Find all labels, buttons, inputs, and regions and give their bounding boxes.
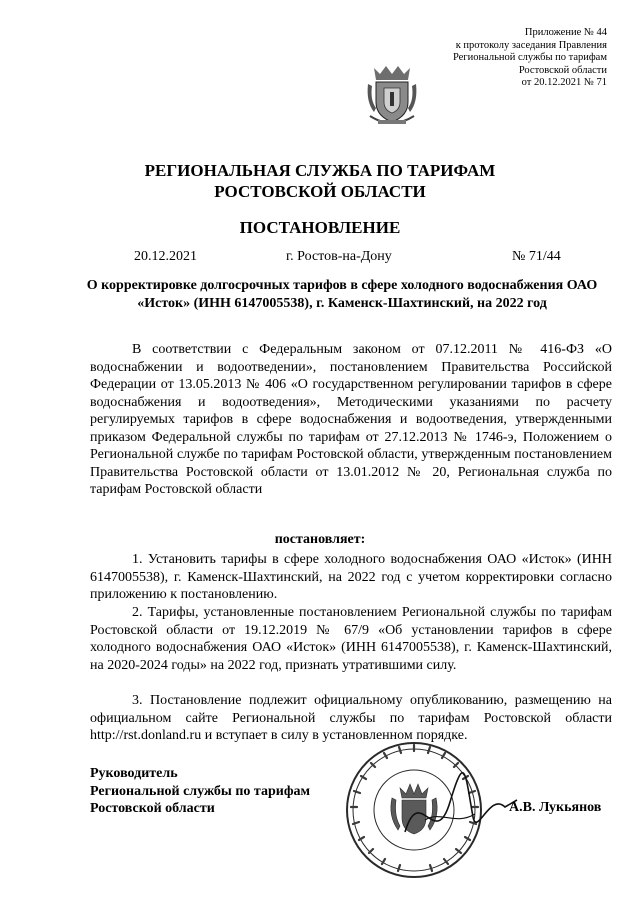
document-city: г. Ростов-на-Дону [286, 249, 392, 264]
organization-name [0, 160, 640, 202]
decree-item: 1. Установить тарифы в сфере холодного водоснабжения ОАО «Исток» (ИНН 6147005538), г. Каменск-Шахтинский, на 2022 год с учетом корректировки согласно приложению к постановлению. [90, 552, 612, 602]
handwritten-signature-icon [395, 762, 525, 862]
document-type: ПОСТАНОВЛЕНИЕ [239, 218, 401, 237]
signatory-title-line: Региональной службы по тарифам [90, 783, 311, 799]
decree-item: 3. Постановление подлежит официальному опубликованию, размещению на официальном сайте Региональной службы по тарифам Ростовской области http://rst.donland.ru и вступает в силу в установленном порядке. [90, 693, 612, 743]
signatory-title-line: Ростовской области [90, 801, 215, 816]
decree-word: постановляет: [274, 532, 366, 547]
appendix-line: от 20.12.2021 № 71 [521, 77, 607, 89]
signatory-title-line: Руководитель [90, 766, 178, 781]
document-date: 20.12.2021 [134, 249, 197, 264]
document-number: № 71/44 [512, 249, 561, 264]
preamble-paragraph: В соответствии с Федеральным законом от 07.12.2011 № 416-ФЗ «О водоснабжении и водоотведении», постановлением Правительства Российской Федерации от 13.05.2013 № 406 «О государственном регулировании тарифов в сфере водоснабжения и водоотведения», Методическими указаниями по расчету регулируемых тарифов в сфере водоснабжения и водоотведения, утвержденными приказом Федеральной службы по тарифам от 27.12.2013 № 1746-э, Положением о Региональной службе по тарифам Ростовской области, утвержденным постановлением Правительства Ростовской области от 13.01.2012 № 20, Региональная служба по тарифам Ростовской области [90, 342, 612, 497]
appendix-line: Приложение № 44 [524, 27, 607, 38]
appendix-note [387, 27, 607, 90]
organization-name-line: РОСТОВСКОЙ ОБЛАСТИ [214, 182, 426, 201]
appendix-line: к протоколу заседания Правления [455, 39, 607, 51]
document-subject: О корректировке долгосрочных тарифов в сфере холодного водоснабжения ОАО «Исток» (ИНН 6147005538), г. Каменск-Шахтинский, на 2022 год [86, 278, 598, 311]
appendix-line: Ростовской области [518, 64, 607, 76]
organization-name-line: РЕГИОНАЛЬНАЯ СЛУЖБА ПО ТАРИФАМ [144, 161, 496, 180]
appendix-line: Региональной службы по тарифам [452, 52, 607, 64]
signatory-name: А.В. Лукьянов [509, 800, 602, 815]
coat-of-arms-icon [366, 62, 418, 130]
decree-item: 2. Тарифы, установленные постановлением Региональной службы по тарифам Ростовской области от 19.12.2019 № 67/9 «Об установлении тарифов в сфере холодного водоснабжения ОАО «Исток» (ИНН 6147005538), г. Каменск-Шахтинский, на 2020-2024 годы» на 2022 год, признать утратившими силу. [90, 605, 612, 673]
signatory-title [90, 765, 310, 818]
